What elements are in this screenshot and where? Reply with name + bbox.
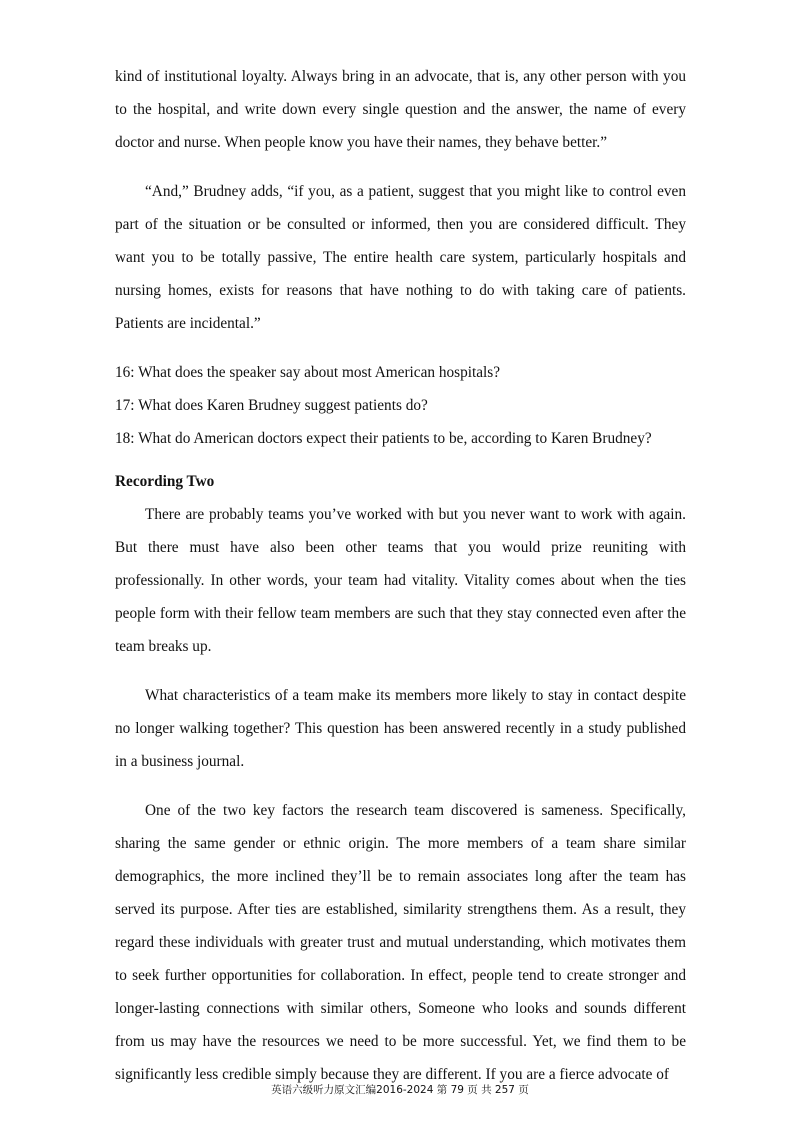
paragraph-team-vitality: There are probably teams you’ve worked with but you never want to work with again. But there must have also been other teams that you would prize reuniting with professionally. In other words, your team had vitality. Vitality comes about when the ties people form with their fellow team members are such that they stay connected even after the team breaks up. (115, 506, 686, 655)
paragraph-continuation: kind of institutional loyalty. Always bring in an advocate, that is, any other person with you to the hospital, and write down every single question and the answer, the name of every doctor and nurse. When people know you have their names, they behave better.” (115, 68, 686, 151)
page-footer: 英语六级听力原文汇编2016-2024 第 79 页 共 257 页 (271, 1084, 529, 1096)
section-heading-recording-two: Recording Two (115, 473, 215, 490)
paragraph-brudney-quote: “And,” Brudney adds, “if you, as a patient, suggest that you might like to control even part of the situation or be consulted or informed, then you are considered difficult. They want you to be totally passive, The entire health care system, particularly hospitals and nursing homes, exists for reasons that have nothing to do with taking care of patients. Patients are incidental.” (115, 183, 686, 332)
paragraph-team-characteristics: What characteristics of a team make its members more likely to stay in contact despite no longer walking together? This question has been answered recently in a study published in a business journal. (115, 687, 686, 770)
question-18: 18: What do American doctors expect their patients to be, according to Karen Brudney? (115, 430, 652, 447)
question-17: 17: What does Karen Brudney suggest patients do? (115, 397, 428, 414)
paragraph-sameness: One of the two key factors the research team discovered is sameness. Specifically, sharing the same gender or ethnic origin. The more members of a team share similar demographics, the more inclined they’ll be to remain associates long after the team has served its purpose. After ties are established, similarity strengthens them. As a result, they regard these individuals with greater trust and mutual understanding, which motivates them to seek further opportunities for collaboration. In effect, people tend to create stronger and longer-lasting connections with similar others, Someone who looks and sounds different from us may have the resources we need to be more successful. Yet, we find them to be significantly less credible simply because they are different. If you are a fierce advocate of (115, 802, 686, 1083)
question-16: 16: What does the speaker say about most American hospitals? (115, 364, 501, 381)
document-body (115, 60, 686, 1091)
question-list (115, 356, 686, 455)
